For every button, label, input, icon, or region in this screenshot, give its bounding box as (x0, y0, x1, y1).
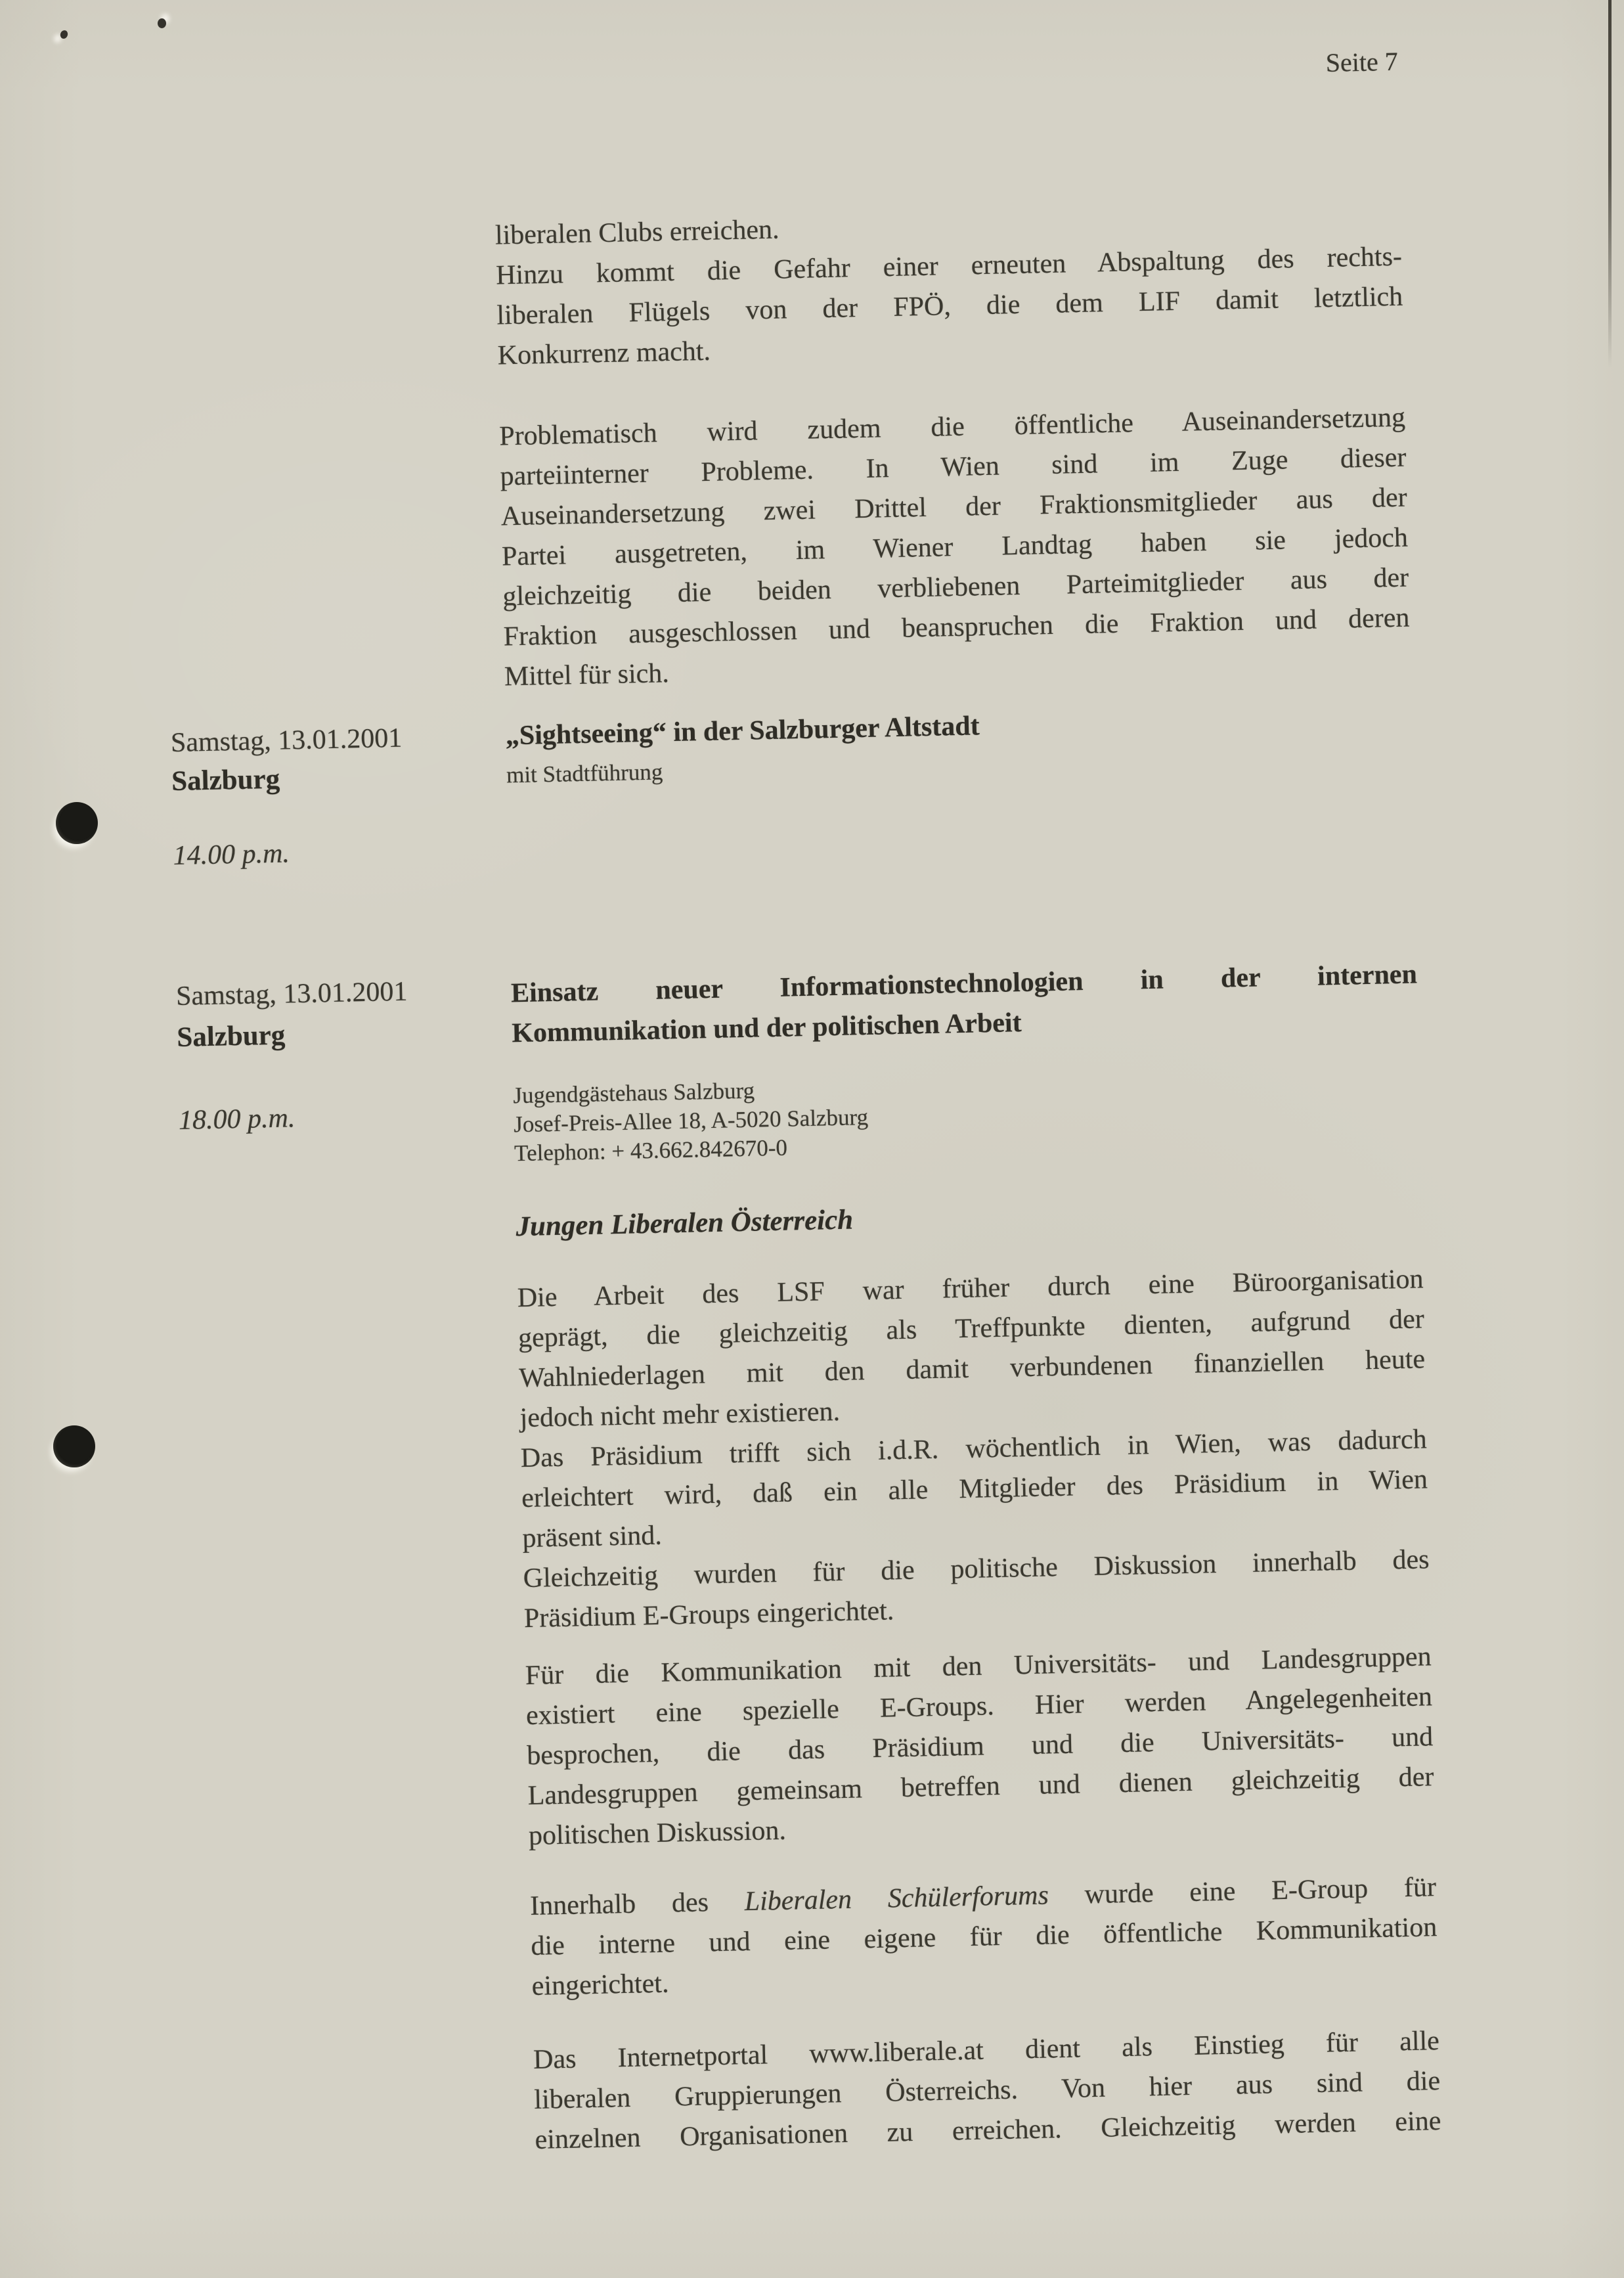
paragraph (520, 1419, 1429, 1559)
text-line: liberalen Gruppierungen Österreichs. Von hier aus sind die (533, 2066, 1441, 2115)
text-line: geprägt, die gleichzeitig als Treffpunkte dienten, aufgrund der (517, 1304, 1425, 1354)
schedule-entry-1-subtitle: mit Stadtführung (506, 759, 663, 788)
body-block-2 (499, 398, 1411, 698)
schedule-entry-1-time: 14.00 p.m. (173, 838, 290, 872)
text-line: Jugendgästehaus Salzburg (512, 1077, 755, 1109)
text-line: Hinzu kommt die Gefahr einer erneuten Abspaltung des rechts- (495, 241, 1403, 291)
text-line: existiert eine spezielle E-Groups. Hier werden Angelegenheiten (525, 1682, 1433, 1731)
text-line: eingerichtet. (531, 1968, 669, 2001)
text-line: Einsatz neuer Informationstechnologien in der internen (510, 959, 1418, 1009)
scan-edge-line (1608, 0, 1612, 368)
text-line: Problematisch wird zudem die öffentliche Auseinandersetzung (498, 402, 1406, 452)
text-line: einzelnen Organisationen zu erreichen. Gleichzeitig werden eine (535, 2106, 1441, 2155)
text-line: Partei ausgetreten, im Wiener Landtag haben sie jedoch (501, 522, 1409, 572)
schedule-entry-1-title: „Sightseeing“ in der Salzburger Altstadt (505, 711, 980, 751)
schedule-entry-1-date: Samstag, 13.01.2001 (170, 723, 403, 759)
schedule-entry-2-date: Samstag, 13.01.2001 (175, 976, 408, 1012)
text-line: parteiinterner Probleme. In Wien sind im Zuge dieser (500, 442, 1407, 492)
text-line: Für die Kommunikation mit den Universitäts- und Landesgruppen (525, 1642, 1432, 1691)
text-line: präsent sind. (521, 1520, 663, 1554)
body-block-1 (494, 197, 1404, 376)
text-line: Mittel für sich. (504, 658, 670, 692)
organisation-heading: Jungen Liberalen Österreich (516, 1204, 854, 1243)
paragraph (530, 1867, 1439, 2007)
text-line: Innerhalb des Liberalen Schülerforums wurde eine E-Group für (529, 1872, 1437, 1922)
text-line: Gleichzeitig wurden für die politische Diskussion innerhalb des (523, 1544, 1430, 1594)
paragraph (517, 1259, 1426, 1439)
text-line: besprochen, die das Präsidium und die Universitäts- und (526, 1722, 1434, 1772)
text-line: Telephon: + 43.662.842670-0 (514, 1134, 788, 1167)
schedule-entry-2-venue (513, 1062, 1420, 1168)
body-block-4 (525, 1637, 1435, 1856)
text-line: Präsidium E-Groups eingerichtet. (523, 1596, 894, 1634)
text-line: jedoch nicht mehr existieren. (519, 1396, 841, 1434)
text-line: liberalen Flügels von der FPÖ, die dem LIF damit letztlich (496, 281, 1403, 331)
paragraph (533, 2021, 1441, 2160)
text-line: Fraktion ausgeschlossen und beanspruchen die Fraktion und deren (503, 602, 1410, 652)
text-line: Das Präsidium trifft sich i.d.R. wöchentlich in Wien, was dadurch (520, 1424, 1428, 1474)
paragraph (496, 237, 1405, 376)
page-number: Seite 7 (1325, 46, 1399, 78)
text-line: Kommunikation und der politischen Arbeit (511, 1008, 1022, 1049)
text-line: Landesgruppen gemeinsam betreffen und dienen gleichzeitig der (527, 1762, 1434, 1812)
schedule-entry-2-time: 18.00 p.m. (178, 1103, 296, 1136)
text-line: Josef-Preis-Allee 18, A-5020 Salzburg (513, 1104, 869, 1138)
text-line: Die Arbeit des LSF war früher durch eine Büroorganisation (517, 1264, 1424, 1314)
text-line: gleichzeitig die beiden verbliebenen Parteimitglieder aus der (502, 562, 1409, 612)
paragraph (525, 1637, 1435, 1856)
text-line: Konkurrenz macht. (497, 336, 711, 371)
schedule-entry-2-title (510, 954, 1418, 1054)
text-line: erleichtert wird, daß ein alle Mitglieder des Präsidium in Wien (521, 1464, 1428, 1514)
text-line: Wahlniederlagen mit den damit verbundenen finanziellen heute (518, 1344, 1426, 1394)
body-block-6 (533, 2021, 1441, 2160)
text-line: die interne und eine eigene für die öffentliche Kommunikation (530, 1912, 1437, 1962)
text-line: politischen Diskussion. (528, 1815, 787, 1852)
paragraph (499, 398, 1411, 698)
text-line: Das Internetportal www.liberale.at dient als Einstieg für alle (533, 2026, 1440, 2075)
schedule-entry-2-city: Salzburg (176, 1019, 286, 1053)
body-block-3 (517, 1259, 1430, 1639)
body-block-5 (530, 1867, 1439, 2007)
text-line: Auseinandersetzung zwei Drittel der Fraktionsmitglieder aus der (500, 482, 1408, 532)
schedule-entry-1-city: Salzburg (171, 763, 280, 797)
text-line: liberalen Clubs erreichen. (494, 214, 779, 251)
